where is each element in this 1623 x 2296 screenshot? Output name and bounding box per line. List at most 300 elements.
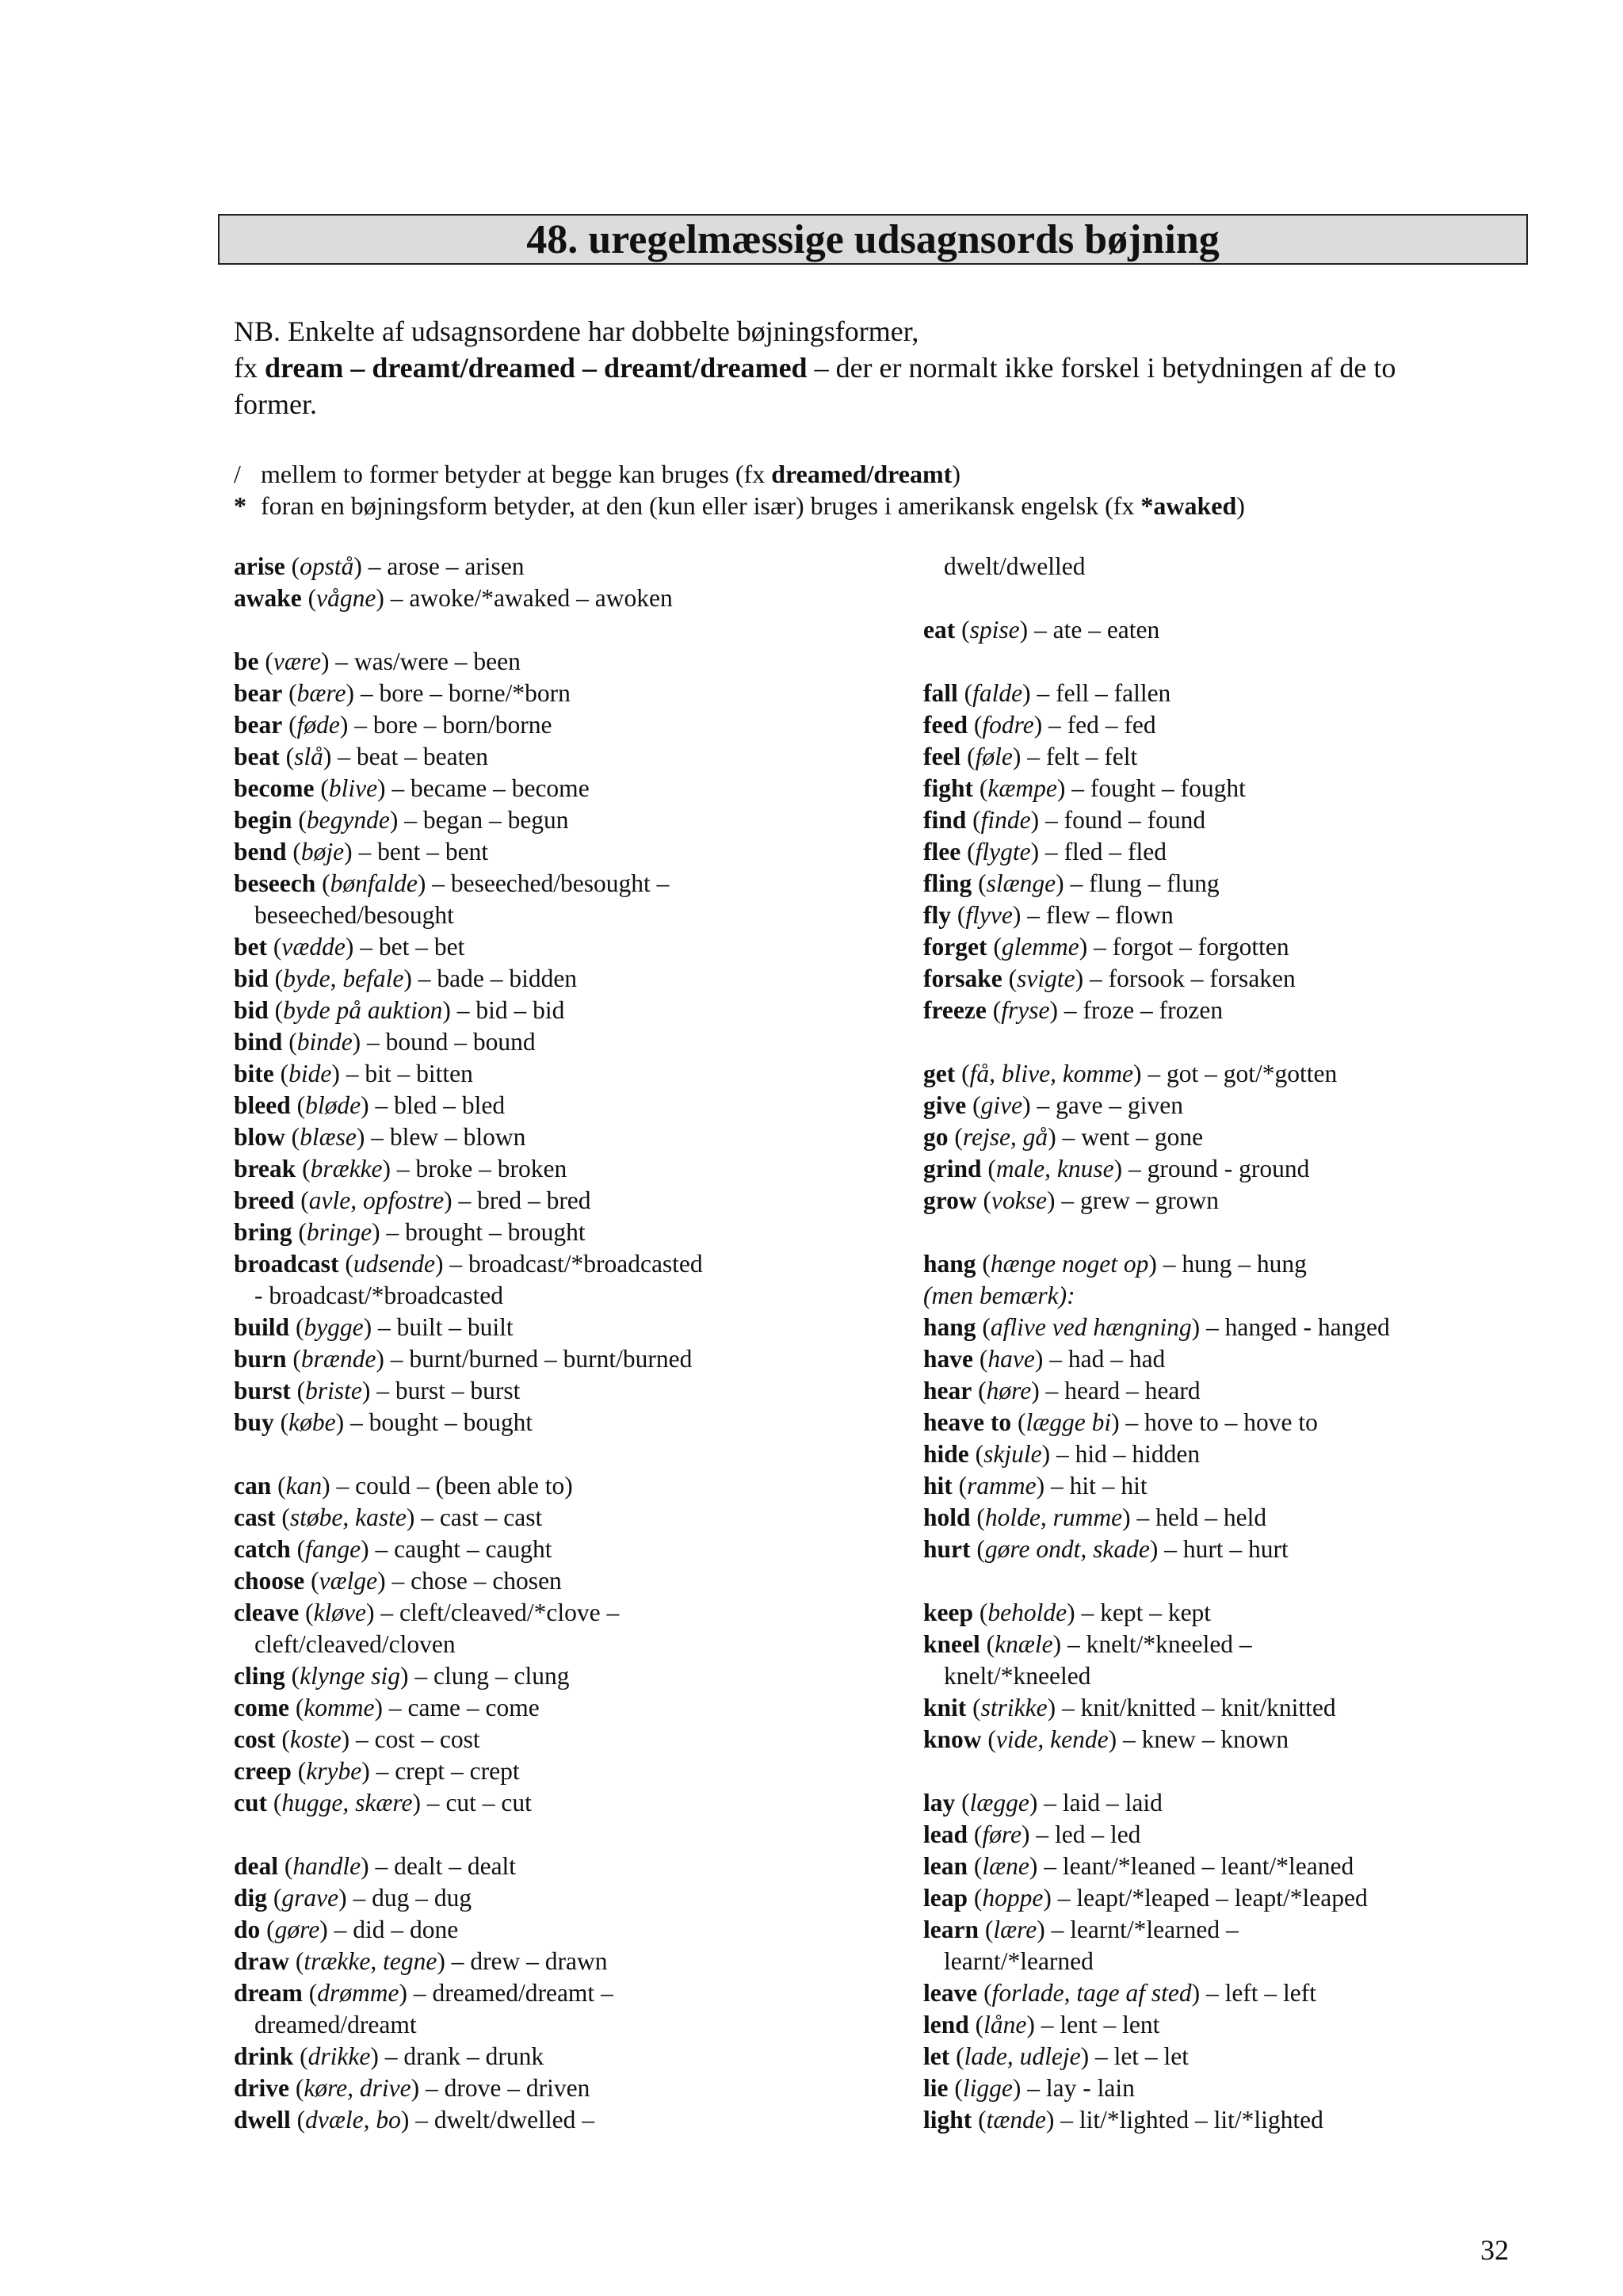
verb-forms: did – done — [353, 1916, 459, 1943]
verb-forms: flew – flown — [1045, 901, 1174, 929]
verb-entry: bring (bringe) – brought – brought — [234, 1218, 586, 1246]
verb-forms: awoke/*awaked – awoken — [409, 584, 673, 612]
verb-infinitive: heave to — [923, 1408, 1012, 1436]
verb-forms: forsook – forsaken — [1108, 965, 1296, 992]
verb-entry: bid (byde på auktion) – bid – bid — [234, 996, 565, 1024]
verb-infinitive: burn — [234, 1345, 287, 1373]
verb-meaning: fryse — [1001, 996, 1050, 1024]
note-symbol: / — [234, 460, 241, 488]
verb-infinitive: dig — [234, 1884, 268, 1912]
verb-entry: broadcast (udsende) – broadcast/*broadcasted — [234, 1250, 703, 1278]
verb-infinitive: grind — [923, 1155, 982, 1182]
note-symbol: * — [234, 491, 246, 520]
verb-forms: bid – bid — [475, 996, 565, 1024]
verb-meaning: ligge — [962, 2074, 1013, 2102]
verb-infinitive: arise — [234, 552, 285, 580]
verb-infinitive: bind — [234, 1028, 283, 1056]
verb-entry-continuation: learnt/*learned — [944, 1947, 1094, 1975]
verb-forms: beseeched/besought – — [450, 869, 670, 897]
verb-infinitive: beseech — [234, 869, 316, 897]
verb-entry: bite (bide) – bit – bitten — [234, 1060, 473, 1087]
verb-entry: find (finde) – found – found — [923, 806, 1206, 834]
verb-infinitive: blow — [234, 1123, 285, 1151]
verb-entry: burst (briste) – burst – burst — [234, 1377, 521, 1404]
verb-entry: break (brække) – broke – broken — [234, 1155, 567, 1182]
verb-infinitive: hurt — [923, 1535, 971, 1563]
verb-meaning: krybe — [306, 1757, 362, 1785]
verb-forms: leant/*leaned – leant/*leaned — [1062, 1852, 1354, 1880]
verb-infinitive: hit — [923, 1472, 953, 1499]
verb-infinitive: feel — [923, 743, 961, 770]
title-text: 48. uregelmæssige udsagnsords bøjning — [526, 216, 1220, 262]
verb-meaning: blive — [328, 774, 378, 802]
verb-forms: lay - lain — [1045, 2074, 1135, 2102]
verb-entry: become (blive) – became – become — [234, 774, 590, 802]
verb-forms: arose – arisen — [387, 552, 525, 580]
verb-meaning: høre — [986, 1377, 1032, 1404]
verb-infinitive: hide — [923, 1440, 969, 1468]
verb-meaning: flyve — [965, 901, 1013, 929]
verb-infinitive: beat — [234, 743, 280, 770]
verb-meaning: kan — [285, 1472, 323, 1499]
verb-entry: fling (slænge) – flung – flung — [923, 869, 1220, 897]
verb-entry: heave to (lægge bi) – hove to – hove to — [923, 1408, 1318, 1436]
verb-entry: beat (slå) – beat – beaten — [234, 743, 489, 770]
section-title — [218, 214, 1528, 265]
verb-infinitive: have — [923, 1345, 973, 1373]
verb-entry: deal (handle) – dealt – dealt — [234, 1852, 517, 1880]
verb-meaning: rejse, gå — [962, 1123, 1048, 1151]
verb-forms: heard – heard — [1064, 1377, 1201, 1404]
verb-meaning: føre — [982, 1820, 1022, 1848]
verb-meaning: glemme — [1001, 933, 1079, 961]
verb-entry: hide (skjule) – hid – hidden — [923, 1440, 1201, 1468]
verb-infinitive: bite — [234, 1060, 274, 1087]
verb-infinitive: bring — [234, 1218, 292, 1246]
verb-entry: leave (forlade, tage af sted) – left – left — [923, 1979, 1317, 2007]
verb-entry: flee (flygte) – fled – fled — [923, 838, 1167, 865]
verb-meaning: brække — [310, 1155, 383, 1182]
notation-notes — [234, 458, 1245, 521]
verb-forms: hit – hit — [1069, 1472, 1148, 1499]
verb-entry: feed (fodre) – fed – fed — [923, 711, 1156, 739]
verb-infinitive: bleed — [234, 1091, 291, 1119]
verb-meaning: forlade, tage af sted — [991, 1979, 1192, 2007]
verb-infinitive: eat — [923, 616, 956, 644]
verb-meaning: opstå — [300, 552, 354, 580]
verb-forms: could – (been able to) — [355, 1472, 573, 1499]
note-slash — [234, 458, 1245, 490]
verb-forms: flung – flung — [1089, 869, 1220, 897]
verb-entry: hit (ramme) – hit – hit — [923, 1472, 1148, 1499]
verb-meaning: klynge sig — [300, 1662, 400, 1690]
verb-infinitive: hear — [923, 1377, 972, 1404]
intro-fx-rest: – der er normalt ikke forskel i betydningen af de to — [807, 352, 1396, 384]
verb-meaning: bløde — [305, 1091, 361, 1119]
verb-meaning: byde på auktion — [283, 996, 443, 1024]
verb-forms: was/were – been — [353, 648, 521, 675]
verb-entry: dream (drømme) – dreamed/dreamt – — [234, 1979, 613, 2007]
verb-meaning: give — [980, 1091, 1023, 1119]
verb-entry-continuation: cleft/cleaved/cloven — [254, 1630, 456, 1658]
verb-infinitive: become — [234, 774, 315, 802]
verb-meaning: udsende — [353, 1250, 436, 1278]
verb-entry: bend (bøje) – bent – bent — [234, 838, 489, 865]
verb-forms: burst – burst — [395, 1377, 521, 1404]
verb-meaning: låne — [983, 2011, 1027, 2038]
verb-infinitive: keep — [923, 1599, 973, 1626]
verb-infinitive: fly — [923, 901, 951, 929]
verb-infinitive: drink — [234, 2042, 294, 2070]
verb-infinitive: be — [234, 648, 259, 675]
verb-entry: grind (male, knuse) – ground - ground — [923, 1155, 1310, 1182]
verb-infinitive: bear — [234, 679, 283, 707]
verb-forms: fought – fought — [1090, 774, 1246, 802]
verb-forms: left – left — [1224, 1979, 1317, 2007]
verb-forms: hurt – hurt — [1182, 1535, 1289, 1563]
verb-meaning: støbe, kaste — [289, 1503, 407, 1531]
verb-meaning: føle — [975, 743, 1013, 770]
verb-meaning: falde — [972, 679, 1023, 707]
verb-forms: hanged - hanged — [1224, 1313, 1390, 1341]
verb-forms: drank – drunk — [403, 2042, 544, 2070]
verb-entry: beseech (bønfalde) – beseeched/besought – — [234, 869, 670, 897]
intro-fx-example: dream – dreamt/dreamed – dreamt/dreamed — [265, 352, 808, 384]
verb-infinitive: flee — [923, 838, 961, 865]
intro-line-1: NB. Enkelte af udsagnsordene har dobbelte bøjningsformer, — [234, 315, 919, 347]
verb-entry: breed (avle, opfostre) – bred – bred — [234, 1186, 591, 1214]
verb-meaning: bringe — [306, 1218, 372, 1246]
page-number: 32 — [1480, 2234, 1509, 2266]
verb-meaning: hugge, skære — [281, 1789, 413, 1817]
intro-line-2 — [234, 350, 1502, 386]
verb-forms: built – built — [396, 1313, 514, 1341]
verb-forms: drove – driven — [444, 2074, 590, 2102]
verb-forms: lit/*lighted – lit/*lighted — [1079, 2106, 1323, 2134]
verb-entry-continuation: dreamed/dreamt — [254, 2011, 417, 2038]
verb-infinitive: cleave — [234, 1599, 300, 1626]
verb-entry: drive (køre, drive) – drove – driven — [234, 2074, 590, 2102]
verb-meaning: hoppe — [982, 1884, 1044, 1912]
verb-entry: dwell (dvæle, bo) – dwelt/dwelled – — [234, 2106, 594, 2134]
verb-meaning: briste — [305, 1377, 362, 1404]
verb-infinitive: bid — [234, 965, 269, 992]
verb-meaning: koste — [289, 1725, 342, 1753]
verb-meaning: bide — [288, 1060, 332, 1087]
verb-meaning: male, knuse — [995, 1155, 1114, 1182]
verb-meaning: slå — [294, 743, 323, 770]
verb-infinitive: light — [923, 2106, 972, 2134]
verb-entry: learn (lære) – learnt/*learned – — [923, 1916, 1239, 1943]
verb-entry: keep (beholde) – kept – kept — [923, 1599, 1212, 1626]
verb-infinitive: fling — [923, 869, 972, 897]
verb-entry: kneel (knæle) – knelt/*kneeled – — [923, 1630, 1252, 1658]
verb-forms: brought – brought — [405, 1218, 586, 1246]
verb-forms: lent – lent — [1060, 2011, 1160, 2038]
verb-forms: blew – blown — [389, 1123, 526, 1151]
verb-forms: bore – born/borne — [372, 711, 552, 739]
verb-infinitive: give — [923, 1091, 967, 1119]
verb-note: (men bemærk): — [923, 1282, 1075, 1309]
verb-entry-continuation: knelt/*kneeled — [944, 1662, 1091, 1690]
verb-entry: hear (høre) – heard – heard — [923, 1377, 1201, 1404]
note-asterisk — [234, 490, 1245, 521]
verb-infinitive: fall — [923, 679, 958, 707]
verb-entry: fly (flyve) – flew – flown — [923, 901, 1174, 929]
note-text: foran en bøjningsform betyder, at den (kun eller især) bruges i amerikansk engelsk (fx *awaked) — [261, 491, 1245, 520]
verb-meaning: lære — [993, 1916, 1037, 1943]
verb-entry: go (rejse, gå) – went – gone — [923, 1123, 1204, 1151]
verb-infinitive: creep — [234, 1757, 292, 1785]
verb-meaning: gøre ondt, skade — [984, 1535, 1150, 1563]
verb-entry: lie (ligge) – lay - lain — [923, 2074, 1135, 2102]
verb-meaning: brænde — [300, 1345, 376, 1373]
verb-entry-continuation: dwelt/dwelled — [944, 552, 1086, 580]
verb-forms: cleft/cleaved/*clove – — [399, 1599, 620, 1626]
verb-entry: forsake (svigte) – forsook – forsaken — [923, 965, 1296, 992]
verb-infinitive: drive — [234, 2074, 289, 2102]
verb-infinitive: build — [234, 1313, 290, 1341]
verb-infinitive: burst — [234, 1377, 291, 1404]
verb-forms: burnt/burned – burnt/burned — [409, 1345, 693, 1373]
verb-infinitive: come — [234, 1694, 289, 1721]
verb-meaning: læne — [982, 1852, 1029, 1880]
verb-meaning: komme — [304, 1694, 375, 1721]
verb-meaning: lægge — [969, 1789, 1029, 1817]
verb-infinitive: learn — [923, 1916, 979, 1943]
verb-forms: learnt/*learned – — [1070, 1916, 1239, 1943]
verb-entry: arise (opstå) – arose – arisen — [234, 552, 525, 580]
verb-meaning: vokse — [991, 1186, 1047, 1214]
verb-forms: bade – bidden — [437, 965, 578, 992]
verb-forms: knew – known — [1141, 1725, 1289, 1753]
verb-infinitive: feed — [923, 711, 968, 739]
verb-infinitive: lay — [923, 1789, 956, 1817]
verb-forms: held – held — [1155, 1503, 1267, 1531]
verb-entry: feel (føle) – felt – felt — [923, 743, 1138, 770]
verb-forms: became – become — [411, 774, 590, 802]
verb-forms: dwelt/dwelled – — [433, 2106, 594, 2134]
verb-forms: broke – broken — [415, 1155, 567, 1182]
verb-entry: creep (krybe) – crept – crept — [234, 1757, 520, 1785]
verb-meaning: lægge bi — [1025, 1408, 1112, 1436]
verb-infinitive: breed — [234, 1186, 295, 1214]
verb-forms: led – led — [1054, 1820, 1141, 1848]
verb-meaning: beholde — [987, 1599, 1067, 1626]
verb-infinitive: leave — [923, 1979, 978, 2007]
verb-forms: bred – bred — [477, 1186, 591, 1214]
verb-entry-continuation: beseeched/besought — [254, 901, 454, 929]
verb-forms: hung – hung — [1182, 1250, 1307, 1278]
verb-entry: bet (vædde) – bet – bet — [234, 933, 465, 961]
verb-entry: bid (byde, befale) – bade – bidden — [234, 965, 578, 992]
verb-forms: bled – bled — [394, 1091, 506, 1119]
verb-infinitive: hang — [923, 1313, 976, 1341]
verb-meaning: bygge — [304, 1313, 364, 1341]
verb-entry: give (give) – gave – given — [923, 1091, 1184, 1119]
verb-entry: build (bygge) – built – built — [234, 1313, 514, 1341]
verb-forms: began – begun — [422, 806, 569, 834]
verb-meaning: vågne — [316, 584, 376, 612]
verb-forms: gave – given — [1056, 1091, 1184, 1119]
verb-forms: grew – grown — [1080, 1186, 1219, 1214]
verb-meaning: spise — [969, 616, 1020, 644]
verb-meaning: begynde — [306, 806, 390, 834]
verb-list-right-column — [923, 551, 1621, 2136]
verb-forms: fell – fallen — [1056, 679, 1171, 707]
verb-entry: freeze (fryse) – froze – frozen — [923, 996, 1224, 1024]
verb-forms: knelt/*kneeled – — [1086, 1630, 1252, 1658]
verb-entry: bear (føde) – bore – born/borne — [234, 711, 552, 739]
verb-meaning: holde, rumme — [984, 1503, 1123, 1531]
verb-entry: hurt (gøre ondt, skade) – hurt – hurt — [923, 1535, 1289, 1563]
verb-infinitive: cast — [234, 1503, 276, 1531]
verb-infinitive: lie — [923, 2074, 949, 2102]
intro-paragraph — [234, 313, 1502, 422]
verb-infinitive: cling — [234, 1662, 285, 1690]
verb-entry: lend (låne) – lent – lent — [923, 2011, 1160, 2038]
verb-meaning: vide, kende — [995, 1725, 1109, 1753]
verb-infinitive: catch — [234, 1535, 291, 1563]
verb-infinitive: let — [923, 2042, 950, 2070]
verb-entry: cast (støbe, kaste) – cast – cast — [234, 1503, 543, 1531]
verb-meaning: slænge — [986, 869, 1056, 897]
verb-entry: eat (spise) – ate – eaten — [923, 616, 1160, 644]
verb-forms: fled – fled — [1064, 838, 1167, 865]
verb-infinitive: awake — [234, 584, 302, 612]
verb-infinitive: break — [234, 1155, 296, 1182]
verb-entry: cut (hugge, skære) – cut – cut — [234, 1789, 532, 1817]
verb-forms: dug – dug — [372, 1884, 472, 1912]
verb-entry: hang (aflive ved hængning) – hanged - hanged — [923, 1313, 1390, 1341]
verb-meaning: bære — [296, 679, 346, 707]
verb-entry: knit (strikke) – knit/knitted – knit/knitted — [923, 1694, 1336, 1721]
verb-list-left-column — [234, 551, 931, 2136]
verb-meaning: vædde — [281, 933, 346, 961]
verb-meaning: binde — [296, 1028, 353, 1056]
verb-forms: forgot – forgotten — [1112, 933, 1289, 961]
verb-infinitive: find — [923, 806, 967, 834]
verb-forms: came – come — [407, 1694, 540, 1721]
verb-meaning: avle, opfostre — [308, 1186, 445, 1214]
verb-entry: bleed (bløde) – bled – bled — [234, 1091, 506, 1119]
verb-entry: grow (vokse) – grew – grown — [923, 1186, 1219, 1214]
verb-entry: dig (grave) – dug – dug — [234, 1884, 472, 1912]
verb-forms: went – gone — [1081, 1123, 1204, 1151]
verb-forms: found – found — [1064, 806, 1206, 834]
verb-meaning: strikke — [980, 1694, 1048, 1721]
intro-line-3: former. — [234, 388, 317, 420]
note-text: mellem to former betyder at begge kan bruges (fx dreamed/dreamt) — [261, 460, 960, 488]
verb-forms: drew – drawn — [470, 1947, 608, 1975]
verb-infinitive: begin — [234, 806, 292, 834]
verb-entry: blow (blæse) – blew – blown — [234, 1123, 526, 1151]
verb-entry: draw (trække, tegne) – drew – drawn — [234, 1947, 608, 1975]
verb-forms: laid – laid — [1062, 1789, 1163, 1817]
verb-infinitive: freeze — [923, 996, 987, 1024]
verb-infinitive: deal — [234, 1852, 279, 1880]
verb-meaning: fange — [305, 1535, 361, 1563]
verb-meaning: ramme — [967, 1472, 1037, 1499]
verb-meaning: få, blive, komme — [969, 1060, 1134, 1087]
verb-meaning: aflive ved hængning — [990, 1313, 1192, 1341]
verb-meaning: kløve — [313, 1599, 367, 1626]
verb-meaning: hænge noget op — [990, 1250, 1149, 1278]
verb-forms: bent – bent — [377, 838, 489, 865]
verb-forms: cut – cut — [445, 1789, 532, 1817]
verb-infinitive: bend — [234, 838, 287, 865]
verb-meaning: drikke — [307, 2042, 371, 2070]
verb-forms: hid – hidden — [1075, 1440, 1201, 1468]
verb-forms: got – got/*gotten — [1167, 1060, 1338, 1087]
verb-meaning: flygte — [975, 838, 1031, 865]
verb-infinitive: hold — [923, 1503, 971, 1531]
verb-infinitive: draw — [234, 1947, 289, 1975]
verb-infinitive: lead — [923, 1820, 968, 1848]
verb-entry: have (have) – had – had — [923, 1345, 1166, 1373]
verb-entry: let (lade, udleje) – let – let — [923, 2042, 1190, 2070]
verb-forms: bound – bound — [385, 1028, 536, 1056]
verb-forms: froze – frozen — [1083, 996, 1224, 1024]
verb-meaning: trække, tegne — [304, 1947, 437, 1975]
verb-infinitive: do — [234, 1916, 261, 1943]
verb-meaning: have — [987, 1345, 1035, 1373]
verb-infinitive: kneel — [923, 1630, 980, 1658]
verb-infinitive: buy — [234, 1408, 274, 1436]
verb-infinitive: forget — [923, 933, 987, 961]
verb-infinitive: bet — [234, 933, 267, 961]
verb-entry-continuation: - broadcast/*broadcasted — [254, 1282, 503, 1309]
verb-forms: chose – chosen — [411, 1567, 562, 1595]
verb-infinitive: get — [923, 1060, 956, 1087]
verb-meaning: knæle — [995, 1630, 1053, 1658]
verb-meaning: blæse — [300, 1123, 357, 1151]
verb-entry: lead (føre) – led – led — [923, 1820, 1141, 1848]
verb-infinitive: lend — [923, 2011, 969, 2038]
verb-forms: clung – clung — [433, 1662, 570, 1690]
verb-infinitive: lean — [923, 1852, 968, 1880]
verb-forms: broadcast/*broadcasted — [468, 1250, 703, 1278]
verb-infinitive: fight — [923, 774, 973, 802]
verb-meaning: køre, drive — [304, 2074, 411, 2102]
verb-entry: catch (fange) – caught – caught — [234, 1535, 552, 1563]
verb-entry: bind (binde) – bound – bound — [234, 1028, 536, 1056]
verb-meaning: handle — [292, 1852, 361, 1880]
verb-infinitive: bear — [234, 711, 283, 739]
verb-entry: hang (hænge noget op) – hung – hung — [923, 1250, 1307, 1278]
verb-infinitive: hang — [923, 1250, 976, 1278]
verb-meaning: kæmpe — [987, 774, 1057, 802]
verb-forms: kept – kept — [1100, 1599, 1212, 1626]
verb-entry: come (komme) – came – come — [234, 1694, 540, 1721]
verb-forms: bore – borne/*born — [379, 679, 571, 707]
verb-meaning: skjule — [983, 1440, 1042, 1468]
verb-forms: hove to – hove to — [1144, 1408, 1318, 1436]
verb-infinitive: dwell — [234, 2106, 291, 2134]
verb-meaning: bøje — [300, 838, 345, 865]
verb-meaning: købe — [288, 1408, 336, 1436]
verb-entry: leap (hoppe) – leapt/*leaped – leapt/*leaped — [923, 1884, 1368, 1912]
verb-forms: fed – fed — [1067, 711, 1156, 739]
verb-entry: know (vide, kende) – knew – known — [923, 1725, 1289, 1753]
verb-entry: fight (kæmpe) – fought – fought — [923, 774, 1246, 802]
verb-meaning: vælge — [319, 1567, 378, 1595]
verb-entry: lean (læne) – leant/*leaned – leant/*leaned — [923, 1852, 1354, 1880]
verb-forms: bought – bought — [369, 1408, 533, 1436]
verb-infinitive: choose — [234, 1567, 305, 1595]
verb-entry: bear (bære) – bore – borne/*born — [234, 679, 571, 707]
verb-meaning: svigte — [1017, 965, 1075, 992]
